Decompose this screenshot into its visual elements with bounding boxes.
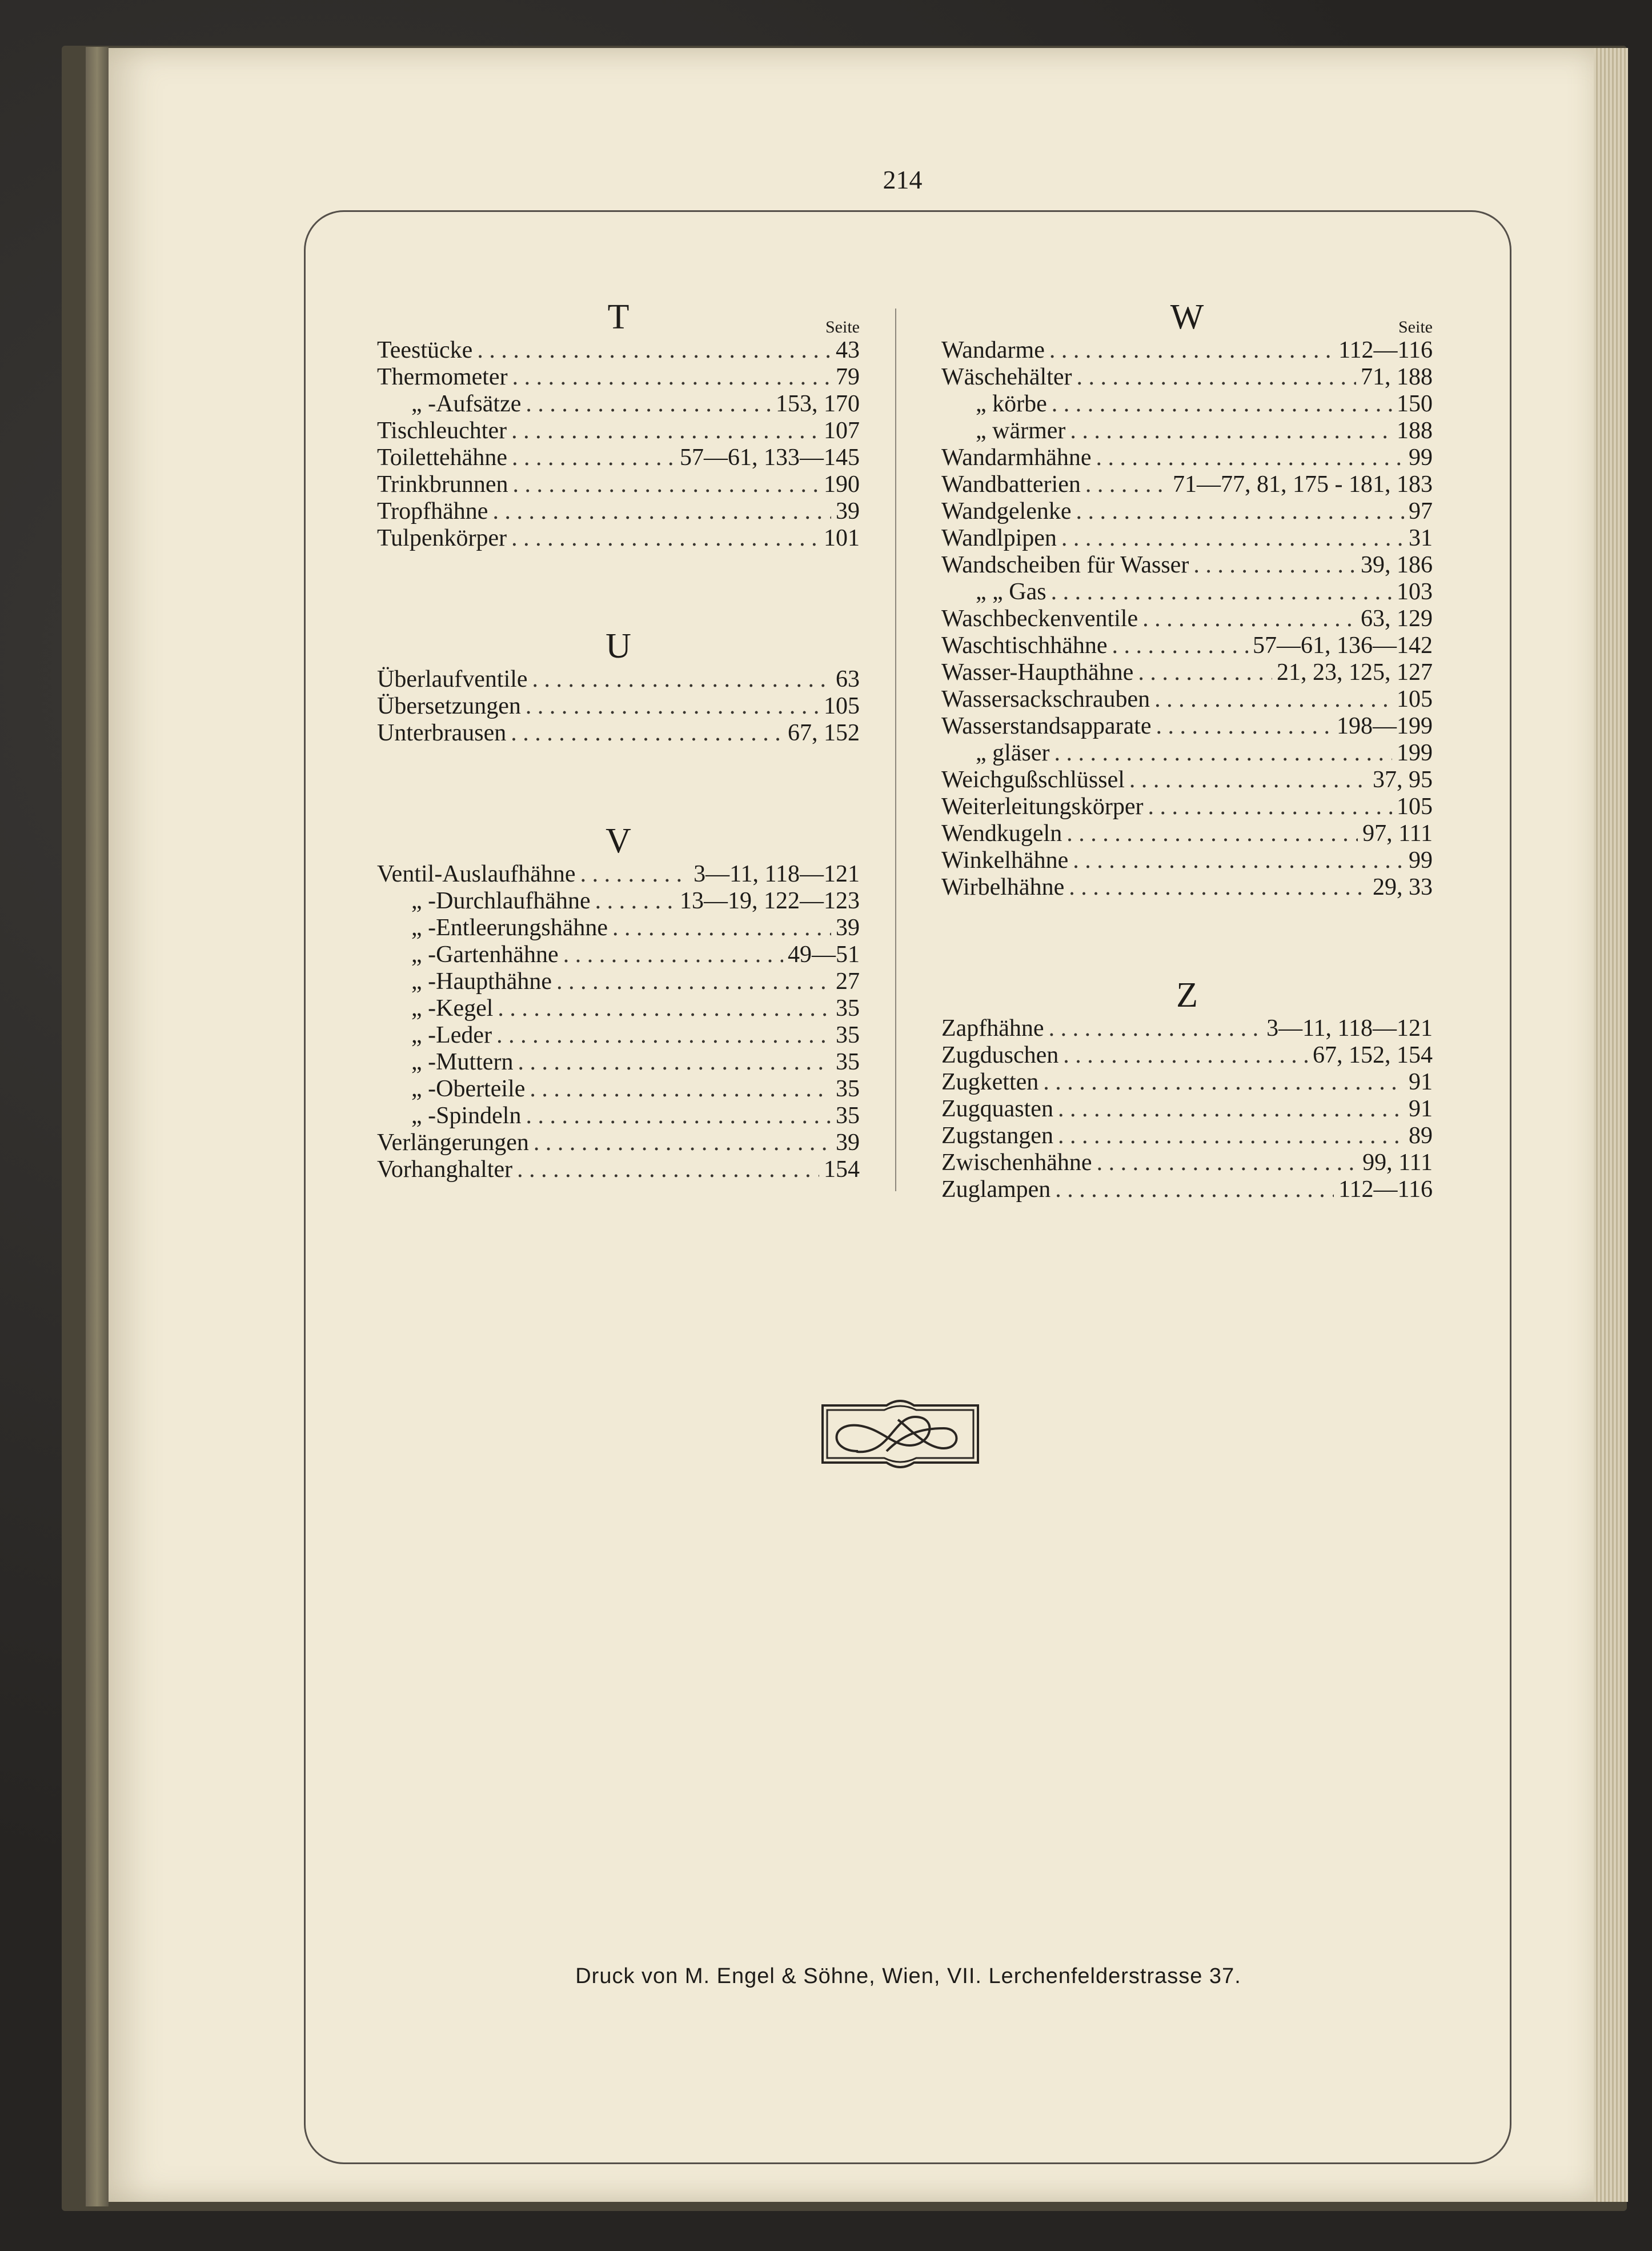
leader-dots	[1049, 337, 1334, 364]
entry-pages: 97, 111	[1362, 820, 1433, 847]
entry-term: Zwischenhähne	[941, 1149, 1092, 1176]
leader-dots	[1054, 740, 1392, 767]
entry-pages: 99	[1409, 444, 1433, 471]
leader-dots	[1156, 713, 1332, 740]
entry-term: Weichgußschlüssel	[941, 767, 1125, 793]
entry-term: Wandscheiben für Wasser	[941, 552, 1189, 578]
entry-pages: 190	[824, 471, 860, 498]
entry-term: „ -Haupthähne	[411, 968, 552, 995]
index-entry	[377, 1049, 860, 1076]
index-entry	[941, 794, 1433, 820]
seite-label: Seite	[1398, 318, 1433, 337]
leader-dots	[498, 995, 831, 1022]
index-entry	[941, 471, 1433, 498]
entry-term: „ -Kegel	[411, 995, 494, 1022]
entry-term: Wandarmhähne	[941, 444, 1092, 471]
entry-pages: 97	[1409, 498, 1433, 524]
index-entry	[377, 337, 860, 364]
index-entry	[941, 1149, 1433, 1176]
entry-pages: 105	[824, 693, 860, 719]
entry-pages: 99, 111	[1362, 1149, 1433, 1176]
entry-term: Tischleuchter	[377, 418, 507, 444]
index-entry	[377, 364, 860, 391]
leader-dots	[1069, 874, 1368, 901]
entry-pages: 43	[836, 337, 860, 363]
leader-dots	[1051, 579, 1392, 606]
leader-dots	[1070, 418, 1392, 444]
entry-pages: 27	[836, 968, 860, 995]
index-entry	[377, 498, 860, 525]
entry-pages: 71—77, 81, 175 - 181, 183	[1173, 471, 1433, 498]
section-letter-text: Z	[1176, 976, 1198, 1015]
index-entry	[941, 1042, 1433, 1069]
leader-dots	[1138, 659, 1272, 686]
entry-term: Wendkugeln	[941, 820, 1062, 847]
leader-dots	[1112, 632, 1248, 659]
index-entry	[377, 915, 860, 942]
leader-dots	[477, 337, 831, 364]
entry-term: Zugduschen	[941, 1042, 1059, 1068]
entry-pages: 35	[836, 1076, 860, 1102]
leader-dots	[1129, 767, 1368, 794]
entry-term: Wandgelenke	[941, 498, 1072, 524]
entry-term: Unterbrausen	[377, 720, 507, 746]
entry-pages: 198—199	[1337, 713, 1433, 739]
leader-dots	[580, 861, 689, 888]
leader-dots	[530, 1076, 831, 1103]
entry-term: Wandbatterien	[941, 471, 1081, 498]
leader-dots	[563, 942, 783, 968]
entry-term: „ -Leder	[411, 1022, 492, 1048]
leader-dots	[1097, 1149, 1358, 1176]
leader-dots	[1142, 606, 1356, 632]
index-entry	[941, 364, 1433, 391]
entry-term: „ -Spindeln	[411, 1103, 522, 1129]
entry-term: Zugstangen	[941, 1123, 1053, 1149]
leader-dots	[1193, 552, 1356, 579]
index-entry	[941, 552, 1433, 579]
entry-pages: 105	[1397, 686, 1433, 712]
leader-dots	[1077, 364, 1356, 391]
index-entry	[377, 1156, 860, 1183]
entry-pages: 101	[824, 525, 860, 551]
entry-pages: 67, 152	[788, 720, 860, 746]
leader-dots	[532, 666, 831, 693]
index-entry	[941, 606, 1433, 632]
index-entry	[941, 498, 1433, 525]
index-entry	[941, 1069, 1433, 1096]
leader-dots	[1058, 1123, 1404, 1149]
leader-dots	[526, 391, 771, 418]
index-entry	[941, 820, 1433, 847]
printer-imprint: Druck von M. Engel & Söhne, Wien, VII. Lerchenfelderstrasse 37.	[575, 1964, 1241, 1988]
entry-pages: 91	[1409, 1069, 1433, 1095]
entry-pages: 35	[836, 1049, 860, 1075]
entry-term: Zuglampen	[941, 1176, 1051, 1203]
leader-dots	[1052, 391, 1392, 418]
knot-ornament-icon	[818, 1394, 983, 1474]
leader-dots	[1043, 1069, 1404, 1096]
leader-dots	[512, 444, 675, 471]
entry-pages: 99	[1409, 847, 1433, 874]
entry-pages: 103	[1397, 579, 1433, 605]
leader-dots	[1085, 471, 1168, 498]
section-gap	[377, 552, 860, 626]
leader-dots	[496, 1022, 831, 1049]
leader-dots	[512, 364, 831, 391]
entry-term: Waschtischhähne	[941, 632, 1108, 659]
entry-term: Zugketten	[941, 1069, 1039, 1095]
index-column-right	[941, 297, 1433, 1203]
entry-term: „ gläser	[976, 740, 1050, 766]
leader-dots	[1073, 847, 1404, 874]
entry-pages: 79	[836, 364, 860, 390]
index-entry	[377, 720, 860, 747]
leader-dots	[1049, 1015, 1262, 1042]
section-letter-text: W	[1170, 298, 1204, 337]
index-entry	[941, 659, 1433, 686]
section-gap	[377, 747, 860, 821]
entry-term: Überlaufventile	[377, 666, 528, 692]
index-entry	[377, 391, 860, 418]
entry-term: „ -Oberteile	[411, 1076, 526, 1102]
entry-pages: 150	[1397, 391, 1433, 417]
entry-term: Verlängerungen	[377, 1129, 529, 1156]
index-entry	[941, 1176, 1433, 1203]
leader-dots	[518, 1049, 831, 1076]
entry-pages: 39	[836, 915, 860, 941]
seite-label: Seite	[825, 318, 860, 337]
entry-term: Wirbelhähne	[941, 874, 1065, 900]
leader-dots	[612, 915, 831, 942]
index-column-left	[377, 297, 860, 1183]
entry-term: Toilettehähne	[377, 444, 507, 471]
leader-dots	[1096, 444, 1405, 471]
entry-pages: 31	[1409, 525, 1433, 551]
entry-term: „ -Durchlaufhähne	[411, 888, 591, 914]
entry-term: „ wärmer	[976, 418, 1066, 444]
section-letter-text: U	[606, 627, 631, 666]
entry-term: Weiterleitungskörper	[941, 794, 1144, 820]
leader-dots	[1154, 686, 1392, 713]
entry-pages: 71, 188	[1361, 364, 1433, 390]
index-entry	[377, 444, 860, 471]
index-entry	[377, 525, 860, 552]
entry-term: Wassersackschrauben	[941, 686, 1150, 712]
index-entry	[941, 740, 1433, 767]
entry-pages: 57—61, 133—145	[680, 444, 860, 471]
entry-term: Ventil-Auslaufhähne	[377, 861, 576, 887]
entry-term: Wäschehälter	[941, 364, 1072, 390]
entry-term: „ -Entleerungshähne	[411, 915, 608, 941]
entry-term: Zapfhähne	[941, 1015, 1044, 1042]
entry-pages: 91	[1409, 1096, 1433, 1122]
leader-dots	[511, 720, 783, 747]
entry-pages: 63, 129	[1361, 606, 1433, 632]
leader-dots	[534, 1129, 831, 1156]
entry-pages: 39, 186	[1361, 552, 1433, 578]
entry-term: Tulpenkörper	[377, 525, 507, 551]
section-letter-text: T	[607, 298, 629, 337]
entry-pages: 107	[824, 418, 860, 444]
leader-dots	[556, 968, 831, 995]
section-letter	[377, 626, 860, 666]
section-letter	[941, 297, 1433, 337]
entry-pages: 37, 95	[1373, 767, 1433, 793]
entry-term: Teestücke	[377, 337, 473, 363]
section-gap	[941, 901, 1433, 975]
index-entry	[377, 1129, 860, 1156]
entry-term: Zugquasten	[941, 1096, 1053, 1122]
entry-pages: 153, 170	[776, 391, 860, 417]
leader-dots	[511, 525, 819, 552]
entry-pages: 35	[836, 1103, 860, 1129]
entry-term: Vorhanghalter	[377, 1156, 513, 1183]
index-entry	[377, 1022, 860, 1049]
index-entry	[377, 995, 860, 1022]
entry-pages: 3—11, 118—121	[693, 861, 860, 887]
index-entry	[377, 666, 860, 693]
leader-dots	[1055, 1176, 1334, 1203]
page-edges	[1594, 48, 1628, 2202]
leader-dots	[1076, 498, 1404, 525]
entry-pages: 35	[836, 995, 860, 1022]
entry-pages: 21, 23, 125, 127	[1277, 659, 1433, 686]
index-entry	[941, 767, 1433, 794]
column-divider	[895, 309, 896, 1191]
entry-pages: 188	[1397, 418, 1433, 444]
index-entry	[941, 444, 1433, 471]
section-letter-text: V	[606, 822, 631, 860]
entry-term: Waschbeckenventile	[941, 606, 1138, 632]
entry-pages: 112—116	[1338, 1176, 1433, 1203]
leader-dots	[512, 471, 819, 498]
leader-dots	[517, 1156, 819, 1183]
entry-term: Tropfhähne	[377, 498, 488, 524]
section-letter	[377, 821, 860, 861]
entry-pages: 105	[1397, 794, 1433, 820]
entry-pages: 13—19, 122—123	[680, 888, 860, 914]
page-number: 214	[883, 165, 923, 194]
leader-dots	[595, 888, 675, 915]
entry-term: Übersetzungen	[377, 693, 521, 719]
entry-pages: 199	[1397, 740, 1433, 766]
entry-term: „ -Gartenhähne	[411, 942, 559, 968]
index-entry	[377, 693, 860, 720]
entry-term: Thermometer	[377, 364, 508, 390]
index-entry	[941, 847, 1433, 874]
entry-term: Wasserstandsapparate	[941, 713, 1152, 739]
entry-pages: 89	[1409, 1123, 1433, 1149]
leader-dots	[1063, 1042, 1308, 1069]
leader-dots	[492, 498, 831, 525]
entry-term: Wandlpipen	[941, 525, 1057, 551]
index-entry	[941, 1015, 1433, 1042]
entry-pages: 39	[836, 1129, 860, 1156]
entry-pages: 112—116	[1338, 337, 1433, 363]
leader-dots	[1066, 820, 1358, 847]
index-entry	[377, 471, 860, 498]
index-entry	[941, 632, 1433, 659]
index-entry	[377, 1103, 860, 1129]
index-entry	[941, 579, 1433, 606]
entry-term: Winkelhähne	[941, 847, 1069, 874]
leader-dots	[526, 693, 819, 720]
index-entry	[941, 418, 1433, 444]
index-entry	[941, 337, 1433, 364]
index-entry	[377, 1076, 860, 1103]
leader-dots	[1148, 794, 1393, 820]
entry-term: „ körbe	[976, 391, 1047, 417]
entry-pages: 57—61, 136—142	[1253, 632, 1433, 659]
leader-dots	[511, 418, 819, 444]
index-entry	[941, 874, 1433, 901]
index-entry	[377, 861, 860, 888]
entry-pages: 3—11, 118—121	[1266, 1015, 1433, 1042]
book-spine	[86, 47, 109, 2206]
index-entry	[941, 713, 1433, 740]
entry-term: „ „ Gas	[976, 579, 1046, 605]
leader-dots	[1058, 1096, 1404, 1123]
entry-pages: 154	[824, 1156, 860, 1183]
entry-term: Wasser-Haupthähne	[941, 659, 1134, 686]
index-entry	[941, 1096, 1433, 1123]
entry-term: „ -Aufsätze	[411, 391, 522, 417]
index-entry	[941, 686, 1433, 713]
index-entry	[941, 1123, 1433, 1149]
index-entry	[377, 942, 860, 968]
entry-pages: 29, 33	[1373, 874, 1433, 900]
entry-term: „ -Muttern	[411, 1049, 514, 1075]
index-entry	[941, 525, 1433, 552]
entry-pages: 39	[836, 498, 860, 524]
index-entry	[377, 418, 860, 444]
entry-pages: 35	[836, 1022, 860, 1048]
index-entry	[377, 888, 860, 915]
section-letter	[377, 297, 860, 337]
index-entry	[377, 968, 860, 995]
entry-term: Trinkbrunnen	[377, 471, 508, 498]
leader-dots	[1061, 525, 1404, 552]
entry-pages: 49—51	[788, 942, 860, 968]
section-letter	[941, 975, 1433, 1015]
entry-term: Wandarme	[941, 337, 1045, 363]
entry-pages: 63	[836, 666, 860, 692]
leader-dots	[526, 1103, 831, 1129]
entry-pages: 67, 152, 154	[1313, 1042, 1433, 1068]
index-entry	[941, 391, 1433, 418]
